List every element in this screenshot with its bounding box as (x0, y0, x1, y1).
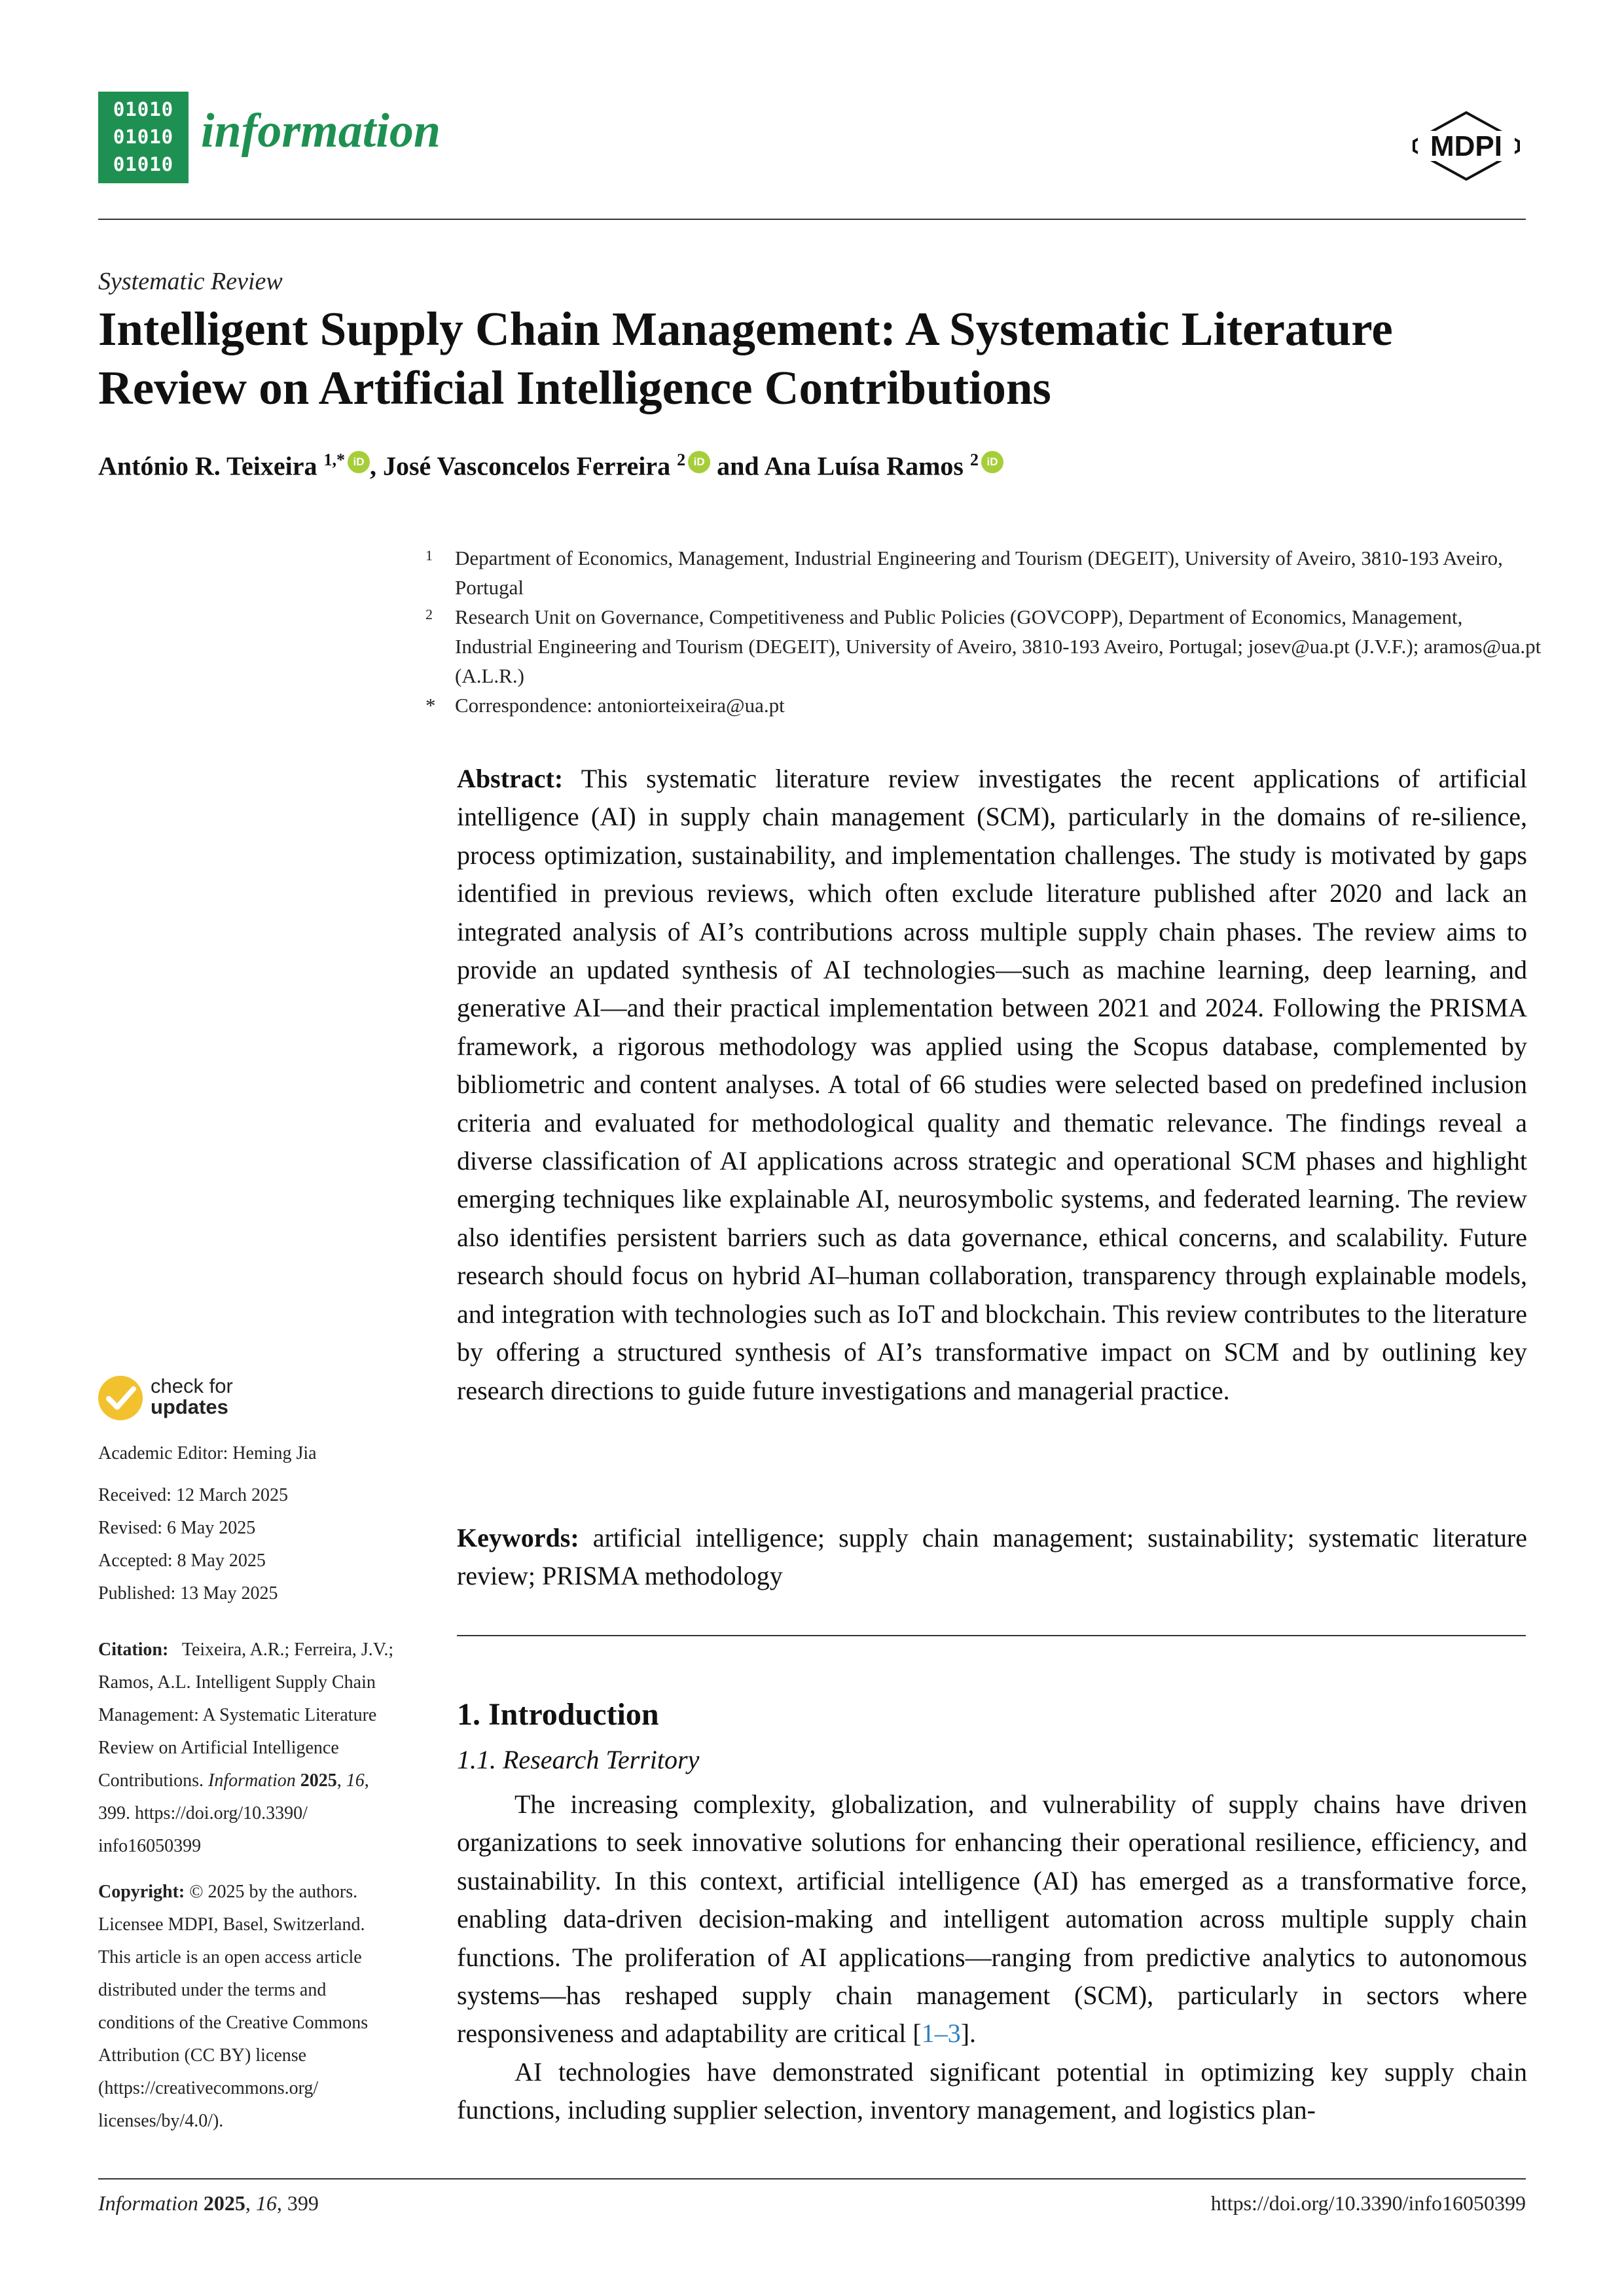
mdpi-logo (1407, 110, 1525, 182)
body-paragraph: The increasing complexity, globalization, and vulnerability of supply chains have driven organizations to seek innovative solutions for enhancing their operational resilience, efficiency, and sustainability. In this context, artificial intelligence (AI) has emerged as a transformative force, enabling data-driven decision-making and intelligent automation across multiple supply chain functions. The proliferation of AI applications—ranging from predictive analytics to autonomous systems—has reshaped supply chain management (SCM), particularly in sectors where responsiveness and adaptability are critical [1–3]. (457, 1789, 1527, 2049)
journal-logo (98, 92, 189, 183)
abstract (457, 760, 1527, 1410)
author-name[interactable]: José Vasconcelos Ferreira (382, 451, 671, 481)
orcid-icon[interactable]: iD (348, 451, 370, 473)
sidebar-dates (98, 1437, 419, 1610)
citation-doi[interactable]: 399. https://doi.org/10.3390/ (98, 1803, 308, 1823)
citation-block: Citation: Teixeira, A.R.; Ferreira, J.V.; Ramos, A.L. Intelligent Supply Chain Management: A Systematic Literature Review on Artificial Intelligence Contributions. Information 2025, 16, 399. https://doi.org/10.3390/ info16050399 (98, 1634, 419, 1863)
footer-citation: Information 2025, 16, 399 (98, 2191, 319, 2215)
keywords-label: Keywords: (457, 1523, 579, 1552)
academic-editor: Academic Editor: Heming Jia (98, 1443, 317, 1463)
check-for-updates-label[interactable]: check for updates (151, 1374, 233, 1418)
footer-divider (98, 2178, 1526, 2179)
section-divider (457, 1635, 1526, 1636)
copyright-block: Copyright: © 2025 by the authors. Licensee MDPI, Basel, Switzerland. This article is an open access article distributed under the terms and conditions of the Creative Commons Attribution (CC BY) license (https://creativecommons.org/ licenses/by/4.0/). (98, 1876, 419, 2138)
author-name[interactable]: Ana Luísa Ramos (764, 451, 964, 481)
journal-logo-bits: 01010 01010 01010 (113, 98, 174, 175)
license-link[interactable]: (https://creativecommons.org/ (98, 2078, 319, 2098)
abstract-label: Abstract: (457, 764, 564, 793)
author-affiliation-mark: 2 (969, 450, 979, 469)
keywords-text: artificial intelligence; supply chain management; sustainability; systematic literature review; PRISMA methodology (457, 1523, 1528, 1591)
author-list: António R. Teixeira $^{1,*}$ iD , José Vasconcelos Ferreira $^2$ iD and Ana Luísa Ramos $^2$ iD (98, 450, 1003, 481)
mdpi-logo-text: MDPI (1430, 130, 1502, 162)
abstract-text: This systematic literature review investigates the recent applications of artificial intelligence (AI) in supply chain management (SCM), particularly in the domains of re-silience, process optimization, sustainability, and implementation challenges. The study is motivated by gaps identified in previous reviews, which often exclude literature published after 2020 and lack an integrated analysis of AI’s contributions across multiple supply chain phases. The review aims to provide an updated synthesis of AI technologies—such as machine learning, deep learning, and generative AI—and their practical implementation between 2021 and 2024. Following the PRISMA framework, a rigorous methodology was applied using the Scopus database, complemented by bibliometric and content analyses. A total of 66 studies were selected based on predefined inclusion criteria and evaluated for methodological quality and thematic relevance. The findings reveal a diverse classification of AI applications across strategic and operational SCM phases and highlight emerging techniques like explainable AI, neurosymbolic systems, and federated learning. The review also identifies persistent barriers such as data governance, ethical concerns, and scalability. Future research should focus on hybrid AI–human collaboration, transparency through explainable models, and integration with technologies such as IoT and blockchain. This review contributes to the literature by offering a structured synthesis of AI’s transformative impact on SCM and by outlining key research directions to guide future investigations and managerial practice. (457, 764, 1528, 1405)
accepted-date: Accepted: 8 May 2025 (98, 1551, 266, 1571)
header-divider (98, 219, 1526, 220)
subsection-heading: 1.1. Research Territory (457, 1745, 700, 1774)
affiliation-item: 1 Department of Economics, Management, Industrial Engineering and Tourism (DEGEIT), University of Aveiro, 3810-193 Aveiro, Portugal (425, 547, 1503, 599)
journal-name: information (201, 104, 441, 158)
keywords (457, 1519, 1527, 1596)
article-type: Systematic Review (98, 268, 283, 295)
author-name[interactable]: António R. Teixeira (98, 451, 317, 481)
footer-doi[interactable]: https://doi.org/10.3390/info16050399 (1210, 2191, 1526, 2215)
received-date: Received: 12 March 2025 (98, 1485, 289, 1505)
section-heading-introduction: 1. Introduction (457, 1697, 659, 1732)
orcid-icon[interactable]: iD (981, 451, 1003, 473)
correspondence: * Correspondence: antoniorteixeira@ua.pt (425, 694, 785, 717)
check-for-updates-icon[interactable] (97, 1374, 144, 1422)
orcid-icon[interactable]: iD (688, 451, 710, 473)
published-date: Published: 13 May 2025 (98, 1583, 278, 1604)
article-title: Intelligent Supply Chain Management: A Systematic Literature Review on Artificial Intelligence Contributions (98, 302, 1393, 414)
author-affiliation-mark: 1,* (323, 450, 345, 469)
revised-date: Revised: 6 May 2025 (98, 1518, 256, 1538)
author-affiliation-mark: 2 (677, 450, 686, 469)
affiliation-item: 2 Research Unit on Governance, Competitiveness and Public Policies (GOVCOPP), Department of Economics, Management, Industrial Engineering and Tourism (DEGEIT), University of Aveiro, 3810-193 Aveiro, Portugal; josev@ua.pt (J.V.F.); aramos@ua.pt (A.L.R.) (425, 605, 1542, 687)
body-paragraph: AI technologies have demonstrated significant potential in optimizing key supply chain functions, including supplier selection, inventory management, and logistics plan- (457, 2057, 1527, 2125)
citation-link[interactable]: 1–3 (921, 2018, 961, 2049)
